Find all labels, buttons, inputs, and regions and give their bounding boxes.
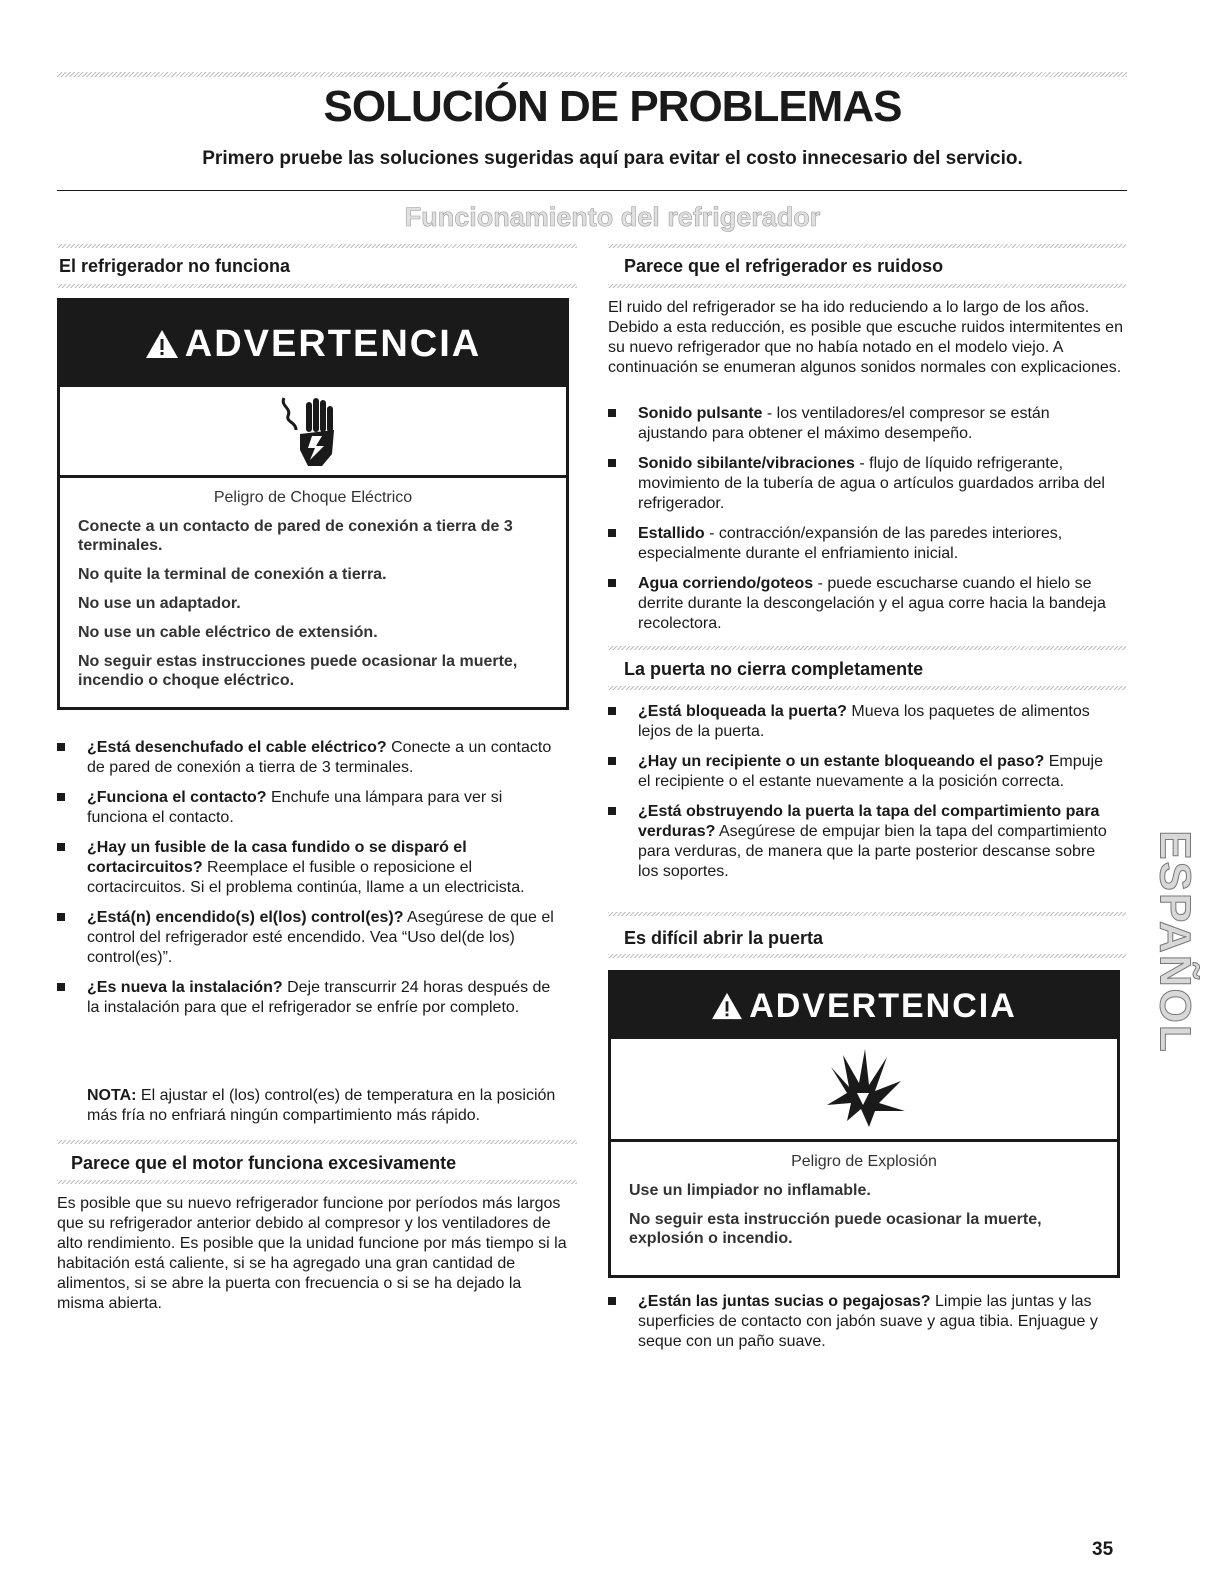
header-divider bbox=[57, 190, 1127, 191]
section-rule bbox=[57, 1180, 577, 1184]
list-item bbox=[608, 524, 1118, 564]
warning-line: No seguir estas instrucciones puede ocasionar la muerte, incendio o choque eléctrico. bbox=[78, 653, 518, 689]
not-working-list bbox=[57, 738, 557, 1028]
section-rule bbox=[608, 284, 1126, 288]
warning-line: No seguir esta instrucción puede ocasionar la muerte, explosión o incendio. bbox=[629, 1211, 1042, 1247]
warning-label: ADVERTENCIA bbox=[749, 986, 1017, 1025]
item-answer: - los ventiladores/el compresor se están ajustando para obtener el máximo desempeño. bbox=[638, 405, 1050, 442]
section-rule bbox=[608, 244, 1126, 248]
section-rule bbox=[608, 912, 1126, 916]
page-number: 35 bbox=[1092, 1539, 1114, 1560]
list-item bbox=[608, 454, 1118, 514]
note-text: El ajustar el (los) control(es) de temperatura en la posición más fría no enfriará ningún compartimiento más rápido. bbox=[87, 1087, 556, 1124]
page-title: SOLUCIÓN DE PROBLEMAS bbox=[323, 82, 902, 131]
warning-box-electric bbox=[57, 298, 569, 710]
warning-triangle-icon bbox=[711, 992, 743, 1020]
warning-box-explosion bbox=[608, 970, 1120, 1278]
section-rule bbox=[608, 954, 1126, 958]
item-question: ¿Está(n) encendido(s) el(los) control(es)? bbox=[87, 909, 404, 926]
item-answer: Mueva los paquetes de alimentos lejos de la puerta. bbox=[638, 703, 1090, 740]
item-answer: Enchufe una lámpara para ver si funciona el contacto. bbox=[87, 789, 503, 826]
section-rule bbox=[608, 686, 1126, 690]
item-question: ¿Funciona el contacto? bbox=[87, 789, 267, 806]
warning-triangle-icon bbox=[145, 329, 179, 359]
item-answer: Asegúrese de empujar bien la tapa del compartimiento para verduras, de manera que la parte posterior descanse sobre los soportes. bbox=[638, 823, 1107, 880]
explosion-icon bbox=[821, 1047, 907, 1131]
list-item bbox=[608, 802, 1118, 882]
page-subtitle: Primero pruebe las soluciones sugeridas aquí para evitar el costo innecesario del servicio. bbox=[202, 148, 1023, 169]
item-answer: Deje transcurrir 24 horas después de la instalación para que el refrigerador se enfríe por completo. bbox=[87, 979, 551, 1016]
electric-shock-icon bbox=[278, 392, 348, 470]
item-answer: Asegúrese de que el control del refrigerador esté encendido. Vea “Uso del(de los) control(es)”. bbox=[87, 909, 554, 966]
list-item bbox=[57, 838, 557, 898]
list-item bbox=[608, 702, 1118, 742]
item-answer: - puede escucharse cuando el hielo se derrite durante la descongelación y el agua corre hacia la bandeja recolectora. bbox=[638, 575, 1106, 632]
item-question: ¿Está desenchufado el cable eléctrico? bbox=[87, 739, 387, 756]
note bbox=[87, 1086, 557, 1126]
item-answer: - contracción/expansión de las paredes interiores, especialmente durante el enfriamiento inicial. bbox=[638, 525, 1063, 562]
note-label: NOTA: bbox=[87, 1087, 137, 1104]
item-answer: Empuje el recipiente o el estante nuevamente a la posición correcta. bbox=[638, 753, 1103, 790]
heading-not-working: El refrigerador no funciona bbox=[59, 256, 291, 276]
warning-icon-area bbox=[60, 387, 566, 478]
warning-line: Use un limpiador no inflamable. bbox=[629, 1182, 871, 1199]
item-answer: Conecte a un contacto de pared de conexión a tierra de 3 terminales. bbox=[87, 739, 552, 776]
item-question: ¿Hay un recipiente o un estante bloqueando el paso? bbox=[638, 753, 1045, 770]
item-answer: - flujo de líquido refrigerante, movimiento de la tubería de agua o artículos guardados arriba del refrigerador. bbox=[638, 455, 1105, 512]
warning-header bbox=[611, 973, 1117, 1039]
door-open-list bbox=[608, 1292, 1123, 1362]
item-question: Sonido pulsante bbox=[638, 405, 763, 422]
item-question: ¿Hay un fusible de la casa fundido o se disparó el cortacircuitos? bbox=[87, 839, 467, 876]
heading-door-close: La puerta no cierra completamente bbox=[624, 659, 924, 679]
item-question: ¿Está obstruyendo la puerta la tapa del compartimiento para verduras? bbox=[638, 803, 1100, 840]
list-item bbox=[57, 978, 557, 1018]
warning-line: Conecte a un contacto de pared de conexión a tierra de 3 terminales. bbox=[78, 518, 513, 554]
list-item bbox=[57, 738, 557, 778]
item-question: ¿Es nueva la instalación? bbox=[87, 979, 283, 996]
item-answer: Limpie las juntas y las superficies de contacto con jabón suave y agua tibia. Enjuague y seque con un paño suave. bbox=[638, 1293, 1098, 1350]
list-item bbox=[608, 1292, 1123, 1352]
heading-door-open: Es difícil abrir la puerta bbox=[624, 928, 824, 948]
side-tab-label: ESPAÑOL bbox=[1151, 830, 1200, 1054]
noisy-list bbox=[608, 404, 1118, 644]
item-question: Sonido sibilante/vibraciones bbox=[638, 455, 855, 472]
item-question: Estallido bbox=[638, 525, 705, 542]
section-rule bbox=[57, 284, 577, 288]
item-question: Agua corriendo/goteos bbox=[638, 575, 814, 592]
door-close-list bbox=[608, 702, 1118, 892]
warning-hazard: Peligro de Explosión bbox=[791, 1153, 937, 1170]
heading-motor: Parece que el motor funciona excesivamente bbox=[71, 1153, 457, 1173]
item-question: ¿Están las juntas sucias o pegajosas? bbox=[638, 1293, 931, 1310]
warning-line: No use un cable eléctrico de extensión. bbox=[78, 624, 378, 641]
list-item bbox=[57, 908, 557, 968]
list-item bbox=[608, 574, 1118, 634]
section-rule bbox=[57, 244, 577, 248]
section-title: Funcionamiento del refrigerador bbox=[404, 202, 821, 232]
warning-label: ADVERTENCIA bbox=[184, 322, 482, 365]
warning-header bbox=[60, 301, 566, 387]
noisy-intro: El ruido del refrigerador se ha ido reduciendo a lo largo de los años. Debido a esta reducción, es posible que escuche ruidos intermitentes en su nuevo refrigerador que no había notado en el modelo viejo. A continuación se enumeran algunos sonidos normales con explicaciones. bbox=[608, 299, 1123, 376]
item-answer: Reemplace el fusible o reposicione el cortacircuitos. Si el problema continúa, llame a un electricista. bbox=[87, 859, 525, 896]
warning-line: No use un adaptador. bbox=[78, 595, 241, 612]
section-rule bbox=[608, 646, 1126, 650]
top-decorative-rule bbox=[57, 72, 1127, 77]
motor-text: Es posible que su nuevo refrigerador funcione por períodos más largos que su refrigerador anterior debido al compresor y los ventiladores de alto rendimiento. Es posible que la unidad funcione por más tiempo si la habitación está caliente, si se ha agregado una gran cantidad de alimentos, si se abre la puerta con frecuencia o si se ha dejado la misma abierta. bbox=[57, 1195, 567, 1312]
list-item bbox=[608, 752, 1118, 792]
warning-line: No quite la terminal de conexión a tierra. bbox=[78, 566, 387, 583]
list-item bbox=[608, 404, 1118, 444]
warning-hazard: Peligro de Choque Eléctrico bbox=[213, 489, 413, 506]
warning-icon-area bbox=[611, 1039, 1117, 1142]
language-side-tab bbox=[1150, 822, 1200, 1062]
list-item bbox=[57, 788, 557, 828]
heading-noisy: Parece que el refrigerador es ruidoso bbox=[624, 256, 944, 276]
section-rule bbox=[57, 1140, 577, 1144]
item-question: ¿Está bloqueada la puerta? bbox=[638, 703, 847, 720]
